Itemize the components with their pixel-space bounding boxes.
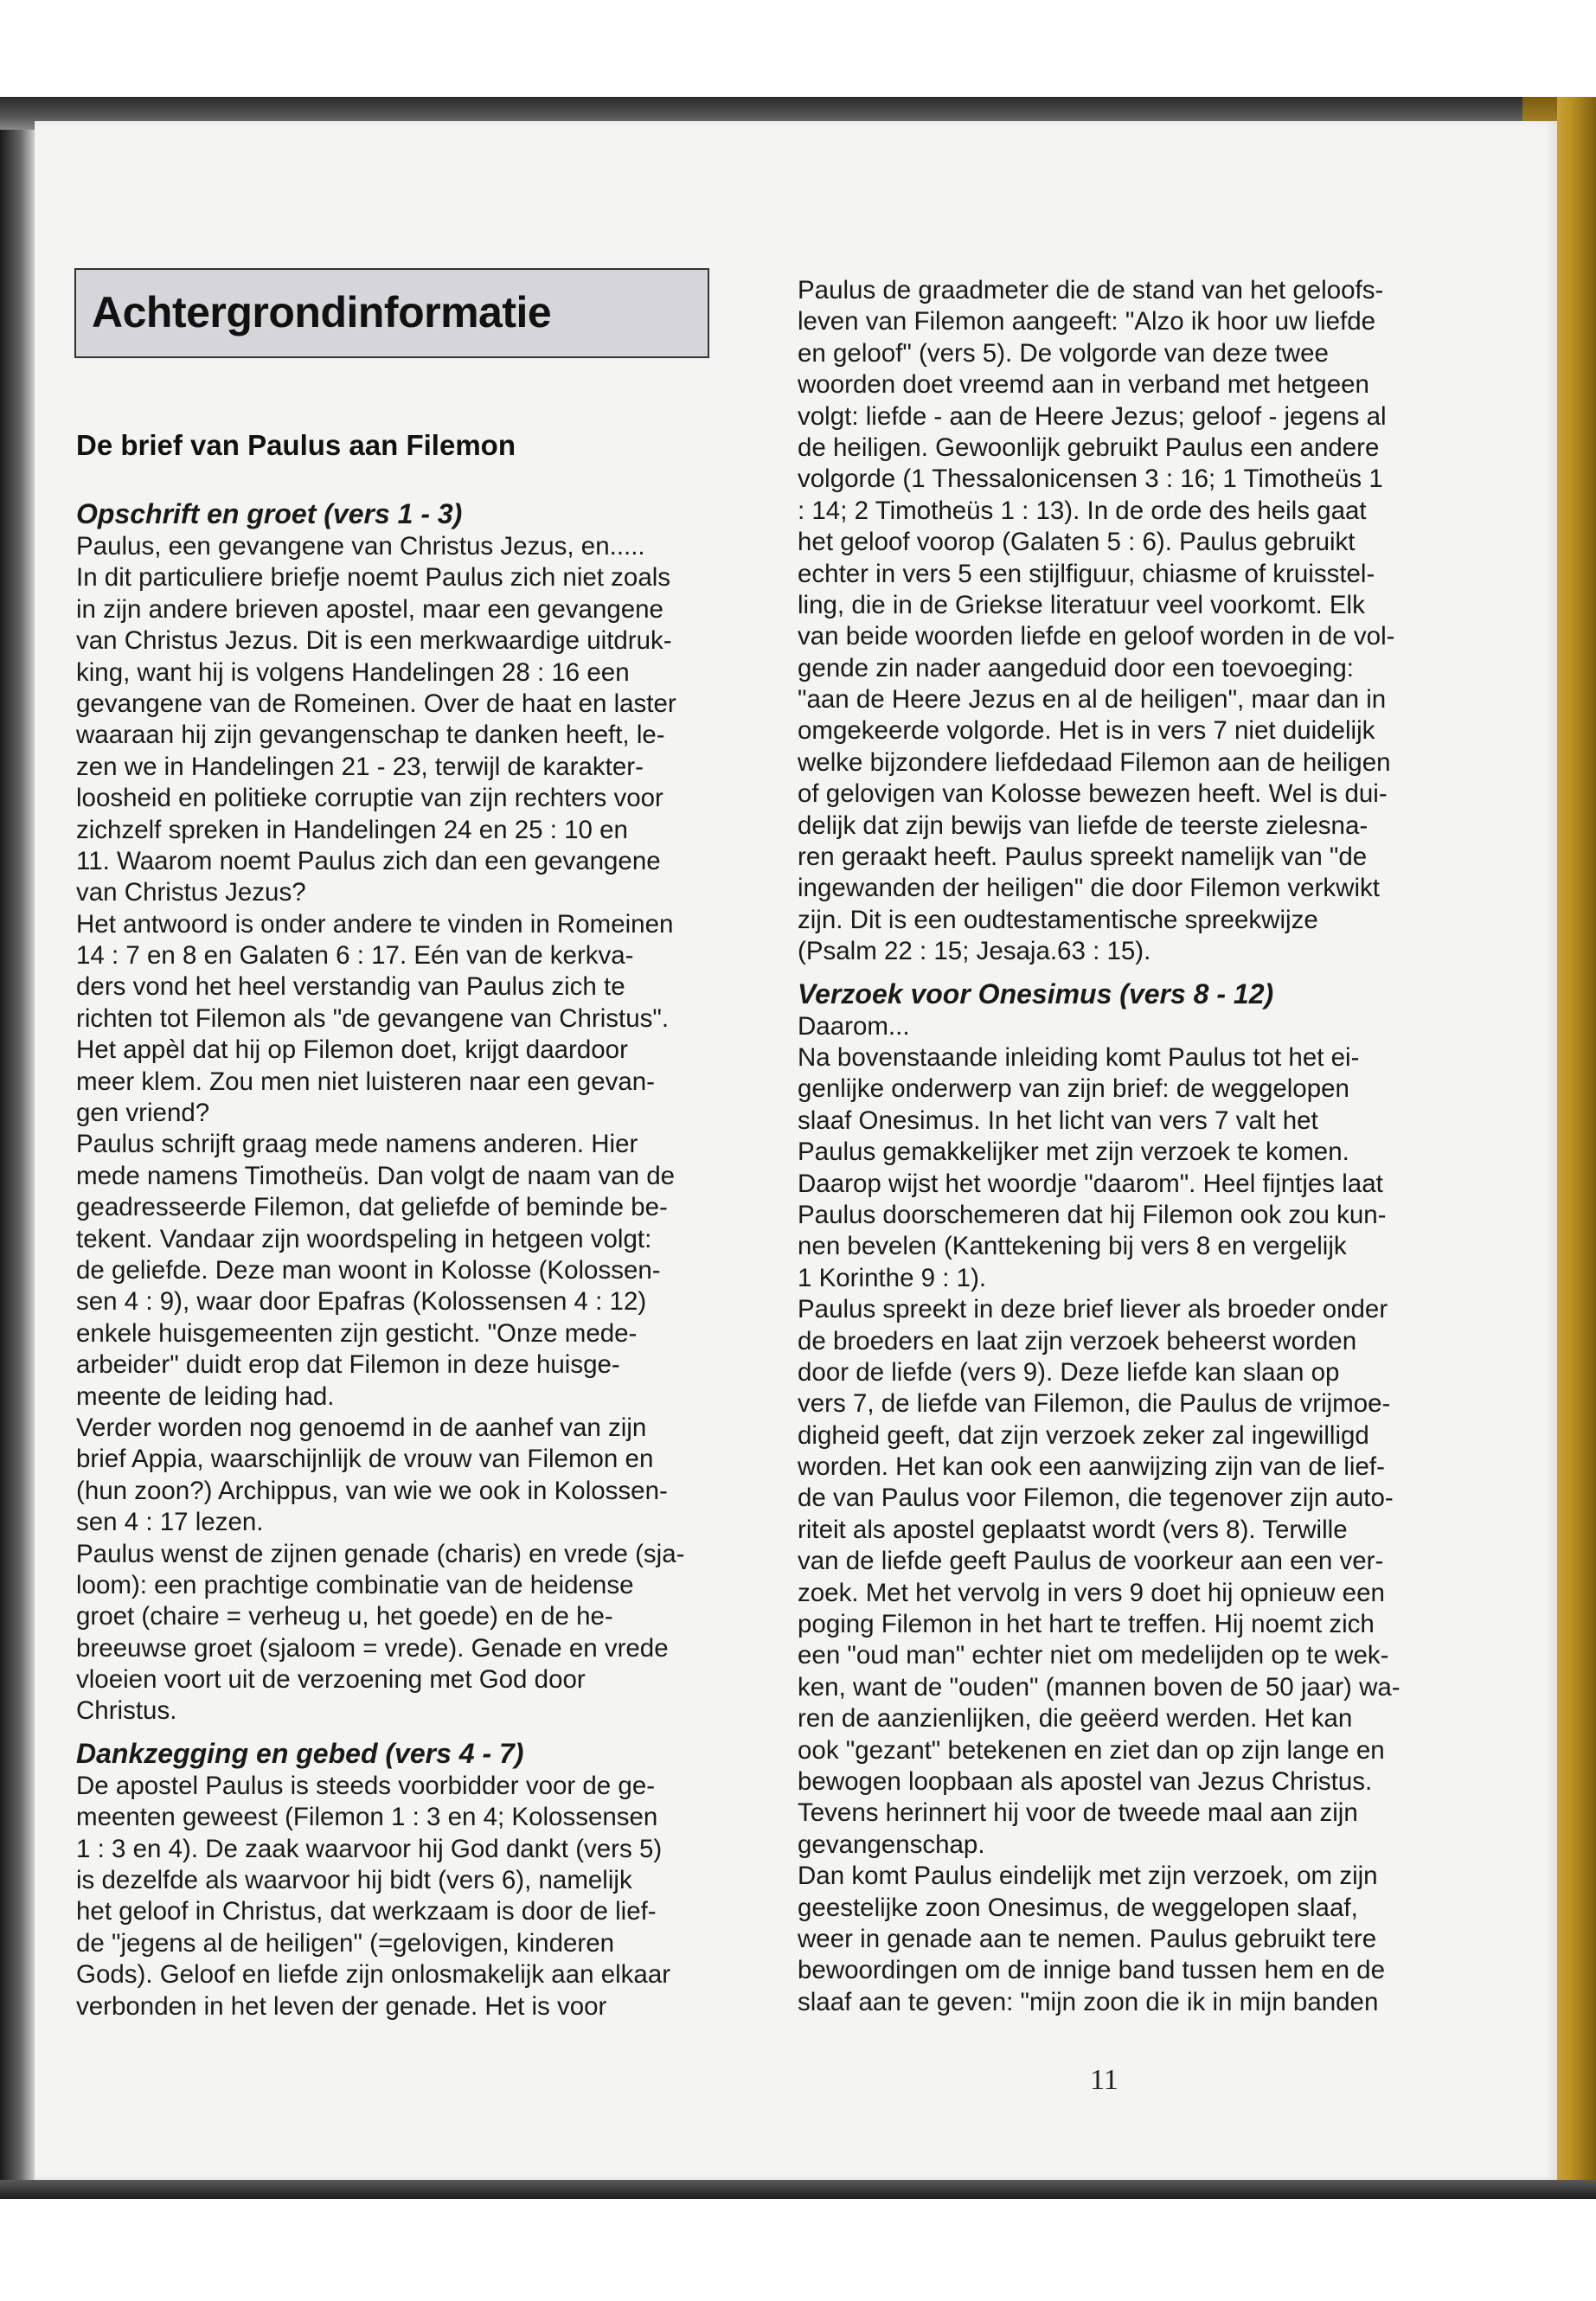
text-line: De apostel Paulus is steeds voorbidder voor de ge- <box>76 1771 656 1800</box>
text-line: meente de leiding had. <box>76 1381 335 1411</box>
text-line: 11. Waarom noemt Paulus zich dan een gevangene <box>76 846 661 875</box>
text-line: Gods). Geloof en liefde zijn onlosmakelijk aan elkaar <box>76 1960 671 1990</box>
text-line: "aan de Heere Jezus en al de heiligen", maar dan in <box>798 685 1387 715</box>
text-line: ders vond het heel verstandig van Paulus zich te <box>76 972 625 1002</box>
text-line: zichzelf spreken in Handelingen 24 en 25 : 10 en <box>76 815 628 844</box>
text-line: (hun zoon?) Archippus, van wie we ook in Kolossen- <box>76 1476 668 1505</box>
section-heading: Opschrift en groet (vers 1 - 3) <box>76 498 463 529</box>
text-line: bewogen loopbaan als apostel van Jezus Christus. <box>798 1766 1373 1796</box>
text-line: 1 Korinthe 9 : 1). <box>798 1263 987 1292</box>
book-gold-page-edge <box>1557 97 1596 2199</box>
text-line: Het appèl dat hij op Filemon doet, krijgt daardoor <box>76 1035 628 1065</box>
text-line: het geloof in Christus, dat werkzaam is door de lief- <box>76 1897 657 1926</box>
text-line: (Psalm 22 : 15; Jesaja.63 : 15). <box>798 937 1151 966</box>
text-line: Dan komt Paulus eindelijk met zijn verzoek, om zijn <box>798 1862 1378 1891</box>
text-line: 1 : 3 en 4). De zaak waarvoor hij God dankt (vers 5) <box>76 1834 663 1863</box>
text-line: de van Paulus voor Filemon, die tegenover zijn auto- <box>798 1484 1394 1513</box>
text-line: loom): een prachtige combinatie van de heidense <box>76 1570 634 1599</box>
page-number: 11 <box>1090 2064 1118 2096</box>
text-line: volgorde (1 Thessalonicensen 3 : 16; 1 Timotheüs 1 <box>798 465 1383 494</box>
text-line: Paulus spreekt in deze brief liever als broeder onder <box>798 1295 1388 1324</box>
text-line: Paulus schrijft graag mede namens anderen. Hier <box>76 1130 638 1159</box>
text-line: Verder worden nog genoemd in de aanhef van zijn <box>76 1413 647 1442</box>
text-line: delijk dat zijn bewijs van liefde de teerste zielesna- <box>798 811 1368 840</box>
text-line: in zijn andere brieven apostel, maar een gevangene <box>76 594 663 624</box>
text-line: omgekeerde volgorde. Het is in vers 7 niet duidelijk <box>798 716 1375 746</box>
text-line: meenten geweest (Filemon 1 : 3 en 4; Kolossensen <box>76 1803 658 1832</box>
text-line: richten tot Filemon als "de gevangene van Christus". <box>76 1003 670 1033</box>
text-line: zoek. Met het vervolg in vers 9 doet hij opnieuw een <box>798 1578 1385 1607</box>
right-text-column <box>798 275 1433 2018</box>
text-line: ren de aanzienlijken, die geëerd werden. Het kan <box>798 1704 1353 1734</box>
text-line: breeuwse groet (sjaloom = vrede). Genade en vrede <box>76 1633 669 1663</box>
text-line: ling, die in de Griekse literatuur veel voorkomt. Elk <box>798 590 1365 619</box>
text-line: gevangene van de Romeinen. Over de haat en laster <box>76 689 676 718</box>
text-line: ook "gezant" betekenen en ziet dan op zijn lange en <box>798 1735 1385 1765</box>
text-line: Het antwoord is onder andere te vinden in Romeinen <box>76 909 674 939</box>
text-line: tekent. Vandaar zijn woordspeling in hetgeen volgt: <box>76 1224 652 1253</box>
text-line: vloeien voort uit de verzoening met God door <box>76 1665 586 1695</box>
text-line: de broeders en laat zijn verzoek beheerst worden <box>798 1326 1357 1356</box>
text-line: Paulus de graadmeter die de stand van het geloofs- <box>798 276 1384 304</box>
text-line: gevangenschap. <box>798 1830 985 1859</box>
text-line: ingewanden der heiligen" die door Filemon verkwikt <box>798 874 1380 903</box>
text-line: een "oud man" echter niet om medelijden op te wek- <box>798 1641 1389 1670</box>
text-line: Tevens herinnert hij voor de tweede maal aan zijn <box>798 1798 1358 1828</box>
text-line: loosheid en politieke corruptie van zijn rechters voor <box>76 784 663 813</box>
text-line: mede namens Timotheüs. Dan volgt de naam van de <box>76 1161 676 1190</box>
text-line: ren geraakt heeft. Paulus spreekt namelijk van "de <box>798 843 1368 872</box>
text-line: worden. Het kan ook een aanwijzing zijn van de lief- <box>798 1452 1385 1482</box>
text-line: groet (chaire = verheug u, het goede) en de he- <box>76 1602 613 1631</box>
text-line: de geliefde. Deze man woont in Kolosse (Kolossen- <box>76 1255 661 1285</box>
text-line: woorden doet vreemd aan in verband met hetgeen <box>798 370 1369 400</box>
text-line: van Christus Jezus? <box>76 878 306 907</box>
text-line: is dezelfde als waarvoor hij bidt (vers 6), namelijk <box>76 1866 632 1895</box>
text-line: bewoordingen om de innige band tussen hem en de <box>798 1956 1385 1985</box>
text-line: Na bovenstaande inleiding komt Paulus tot het ei- <box>798 1042 1360 1072</box>
text-line: Christus. <box>76 1696 177 1726</box>
text-line: volgt: liefde - aan de Heere Jezus; geloof - jegens al <box>798 401 1387 431</box>
text-line: sen 4 : 17 lezen. <box>76 1508 264 1537</box>
text-line: van beide woorden liefde en geloof worden in de vol- <box>798 622 1395 651</box>
text-line: ken, want de "ouden" (mannen boven de 50 jaar) wa- <box>798 1672 1401 1702</box>
text-line: slaaf aan te geven: "mijn zoon die ik in mijn banden <box>798 1987 1379 2016</box>
text-line: brief Appia, waarschijnlijk de vrouw van Filemon en <box>76 1445 654 1474</box>
text-line: verbonden in het leven der genade. Het is voor <box>76 1991 607 2021</box>
text-line: geadresseerde Filemon, dat geliefde of beminde be- <box>76 1193 668 1222</box>
text-line: van Christus Jezus. Dit is een merkwaardige uitdruk- <box>76 626 672 656</box>
text-line: genlijke onderwerp van zijn brief: de weggelopen <box>798 1074 1349 1104</box>
text-line: sen 4 : 9), waar door Epafras (Kolossensen 4 : 12) <box>76 1287 647 1317</box>
page-title: Achtergrondinformatie <box>92 288 552 336</box>
section-heading: Dankzegging en gebed (vers 4 - 7) <box>76 1737 524 1769</box>
text-line: geestelijke zoon Onesimus, de weggelopen slaaf, <box>798 1893 1358 1922</box>
text-line: of gelovigen van Kolosse bewezen heeft. Wel is dui- <box>798 779 1388 809</box>
left-text-column <box>76 488 712 2022</box>
book-spine-edge <box>0 97 35 2199</box>
text-line: digheid geeft, dat zijn verzoek zeker zal ingewilligd <box>798 1420 1369 1450</box>
document-heading: De brief van Paulus aan Filemon <box>76 429 516 461</box>
text-line: nen bevelen (Kanttekening bij vers 8 en vergelijk <box>798 1232 1347 1261</box>
text-line: poging Filemon in het hart te treffen. Hij noemt zich <box>798 1610 1375 1639</box>
text-line: echter in vers 5 een stijlfiguur, chiasme of kruisstel- <box>798 559 1375 588</box>
text-line: riteit als apostel geplaatst wordt (vers 8). Terwille <box>798 1515 1348 1544</box>
text-line: en geloof" (vers 5). De volgorde van deze twee <box>798 338 1329 368</box>
text-line: leven van Filemon aangeeft: "Alzo ik hoor uw liefde <box>798 307 1376 336</box>
text-line: In dit particuliere briefje noemt Paulus zich niet zoals <box>76 563 671 593</box>
text-line: van de liefde geeft Paulus de voorkeur aan een ver- <box>798 1547 1384 1576</box>
text-line: Paulus doorschemeren dat hij Filemon ook zou kun- <box>798 1200 1387 1229</box>
text-line: : 14; 2 Timotheüs 1 : 13). In de orde des heils gaat <box>798 496 1367 525</box>
text-line: waaraan hij zijn gevangenschap te danken heeft, le- <box>76 721 665 750</box>
text-line: vers 7, de liefde van Filemon, die Paulus de vrijmoe- <box>798 1389 1391 1419</box>
scan-bottom-border <box>0 2180 1596 2199</box>
text-line: het geloof voorop (Galaten 5 : 6). Paulus gebruikt <box>798 528 1356 557</box>
section-heading: Verzoek voor Onesimus (vers 8 - 12) <box>798 977 1274 1009</box>
text-line: de "jegens al de heiligen" (=gelovigen, kinderen <box>76 1928 615 1958</box>
text-line: Daarop wijst het woordje "daarom". Heel fijntjes laat <box>798 1169 1383 1198</box>
text-line: welke bijzondere liefdedaad Filemon aan de heiligen <box>798 747 1391 777</box>
text-line: de heiligen. Gewoonlijk gebruikt Paulus een andere <box>798 433 1380 462</box>
text-line: Paulus gemakkelijker met zijn verzoek te komen. <box>798 1138 1349 1167</box>
text-line: weer in genade aan te nemen. Paulus gebruikt tere <box>798 1924 1377 1953</box>
text-line: king, want hij is volgens Handelingen 28 : 16 een <box>76 657 630 687</box>
text-line: door de liefde (vers 9). Deze liefde kan slaan op <box>798 1357 1340 1387</box>
text-line: enkele huisgemeenten zijn gesticht. "Onze mede- <box>76 1318 638 1348</box>
text-line: slaaf Onesimus. In het licht van vers 7 valt het <box>798 1106 1318 1135</box>
text-line: 14 : 7 en 8 en Galaten 6 : 17. Eén van de kerkva- <box>76 941 634 971</box>
text-line: zen we in Handelingen 21 - 23, terwijl de karakter- <box>76 752 644 781</box>
text-line: arbeider" duidt erop dat Filemon in deze huisge- <box>76 1350 620 1380</box>
text-line: Paulus, een gevangene van Christus Jezus, en..... <box>76 532 645 561</box>
text-line: Paulus wenst de zijnen genade (charis) en vrede (sja- <box>76 1539 685 1568</box>
text-line: gende zin nader aangeduid door een toevoeging: <box>798 653 1354 683</box>
text-line: zijn. Dit is een oudtestamentische spreekwijze <box>798 905 1318 934</box>
text-line: meer klem. Zou men niet luisteren naar een gevan- <box>76 1067 656 1096</box>
text-line: Daarom... <box>798 1011 910 1041</box>
text-line: gen vriend? <box>76 1099 210 1128</box>
section-title-box <box>74 268 709 358</box>
